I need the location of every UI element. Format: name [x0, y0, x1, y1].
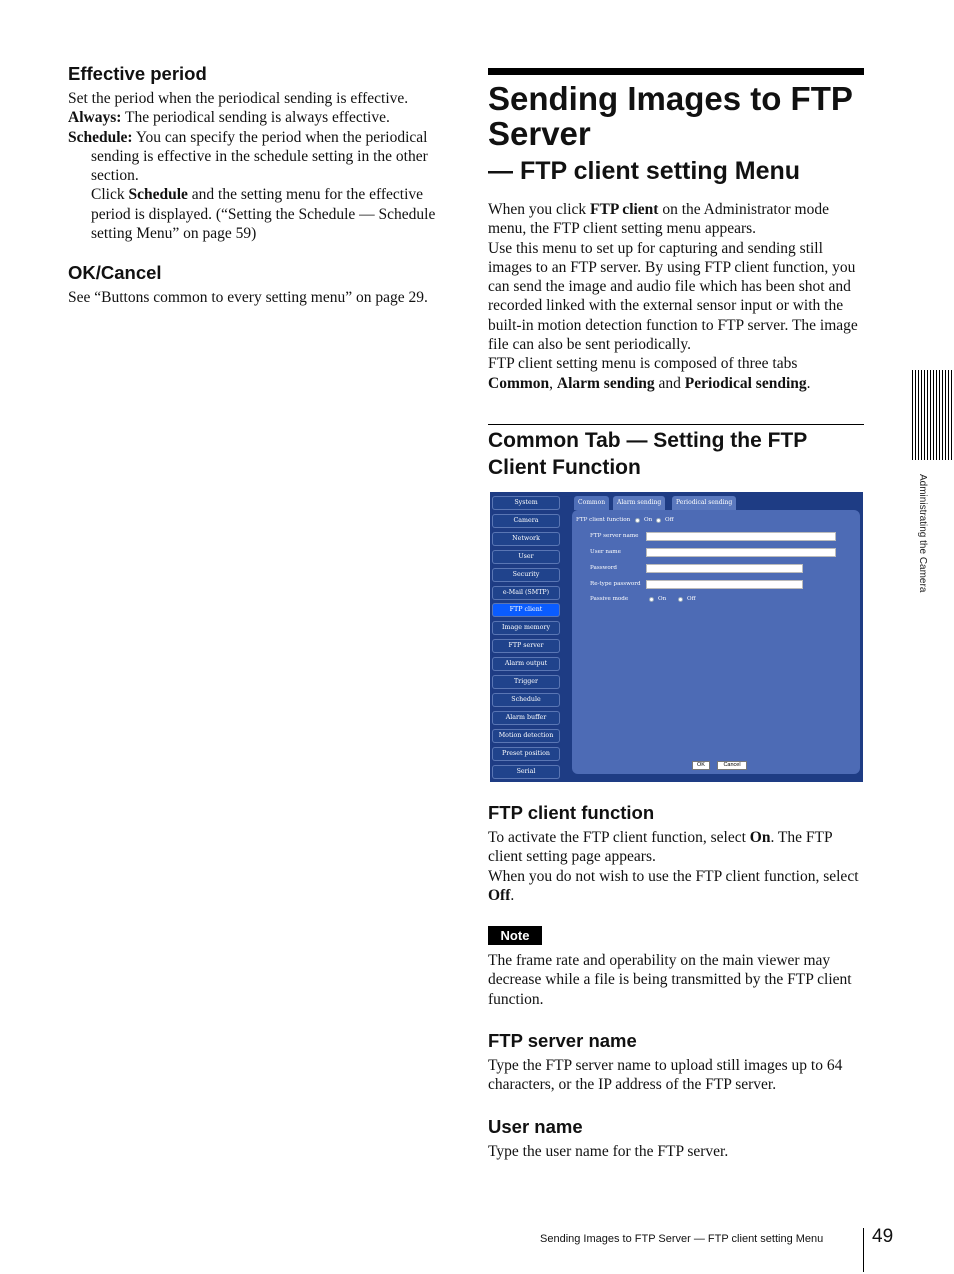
passive-off-label: Off: [687, 596, 696, 602]
radio-off-label: Off: [665, 517, 674, 523]
nav-item[interactable]: Trigger: [492, 675, 560, 689]
footer-rule: [863, 1228, 864, 1272]
password-input[interactable]: [646, 564, 803, 573]
ftp-server-name-heading: FTP server name: [488, 1030, 637, 1052]
field-label-password: Password: [590, 565, 617, 571]
ftp-client-function-p2: When you do not wish to use the FTP client function, select Off.: [488, 867, 859, 904]
intro-sentence-1: When you click FTP client on the Administrator mode menu, the FTP client setting menu appears.: [488, 201, 829, 238]
effective-period-heading: Effective period: [68, 63, 207, 84]
nav-item[interactable]: System: [492, 496, 560, 510]
effective-period-intro: Set the period when the periodical sending is effective.: [68, 90, 409, 107]
side-bar-line: [939, 370, 940, 460]
title-rule: [488, 68, 864, 75]
intro-sentence-3: FTP client setting menu is composed of three tabs Common, Alarm sending and Periodical sending.: [488, 355, 811, 392]
intro-text: [488, 200, 864, 393]
side-bar-line: [942, 370, 943, 460]
field-label-server: FTP server name: [590, 533, 639, 539]
side-bar-line: [927, 370, 928, 460]
ftp-client-function-text: [488, 828, 864, 905]
side-bar-line: [915, 370, 916, 460]
nav-item[interactable]: Image memory: [492, 621, 560, 635]
nav-item[interactable]: FTP server: [492, 639, 560, 653]
nav-item[interactable]: Alarm buffer: [492, 711, 560, 725]
nav-item[interactable]: Camera: [492, 514, 560, 528]
schedule-item: Schedule: You can specify the period when the periodical sending is effective in the schedule setting in the other section.: [68, 128, 428, 185]
side-bar-line: [945, 370, 946, 460]
nav-item[interactable]: e-Mail (SMTP): [492, 586, 560, 600]
radio-on[interactable]: [635, 518, 640, 523]
ok-cancel-text: See “Buttons common to every setting menu” on page 29.: [68, 289, 428, 307]
user-name-text: Type the user name for the FTP server.: [488, 1142, 729, 1160]
nav-item[interactable]: Schedule: [492, 693, 560, 707]
tab-item[interactable]: Periodical sending: [672, 496, 736, 510]
field-label-user: User name: [590, 549, 621, 555]
field-label-retype: Re-type password: [590, 581, 641, 587]
running-footer: Sending Images to FTP Server — FTP client setting Menu: [540, 1233, 824, 1245]
ftp-server-name-text: Type the FTP server name to upload still images up to 64 characters, or the IP address of the FTP server.: [488, 1057, 843, 1094]
schedule-click-text: Click Schedule and the setting menu for the effective period is displayed. (“Setting the Schedule — Schedule setting Menu” on page 59): [91, 186, 436, 243]
note-text: The frame rate and operability on the main viewer may decrease while a file is being transmitted by the FTP client function.: [488, 952, 852, 1008]
page-number: 49: [872, 1226, 894, 1247]
side-tab-bars: [912, 370, 954, 460]
left-column: [68, 62, 448, 308]
ok-cancel-heading: OK/Cancel: [68, 262, 162, 284]
radio-on-label: On: [644, 517, 653, 523]
user-name-input[interactable]: [646, 548, 836, 557]
passive-on-label: On: [658, 596, 667, 602]
section-heading: Common Tab — Setting the FTP Client Function: [488, 428, 807, 479]
passive-radio-on[interactable]: [649, 597, 654, 602]
side-section-label: Administrating the Camera: [917, 474, 928, 593]
effective-period-body: [68, 89, 448, 243]
ok-button[interactable]: OK: [692, 761, 710, 770]
side-bar-line: [936, 370, 937, 460]
intro-sentence-2: Use this menu to set up for capturing and sending still images to an FTP server. By using FTP client function, you can send the image and audio file which has been shot and recorded linked with the external sensor input or with the built-in motion detection function to FTP server. The image file can also be sent periodically.: [488, 239, 858, 354]
passive-radio-off[interactable]: [678, 597, 683, 602]
ftp-client-function-p1: To activate the FTP client function, select On. The FTP client setting page appears.: [488, 829, 833, 866]
ftp-server-name-input[interactable]: [646, 532, 836, 541]
page-title: Sending Images to FTP Server: [488, 80, 853, 152]
right-column: [488, 68, 864, 481]
nav-item[interactable]: Motion detection: [492, 729, 560, 743]
cancel-button[interactable]: Cancel: [717, 761, 747, 770]
nav-item[interactable]: Serial: [492, 765, 560, 779]
side-bar-line: [921, 370, 922, 460]
side-bar-line: [912, 370, 913, 460]
page-subtitle: — FTP client setting Menu: [488, 157, 801, 185]
tab-item[interactable]: Common: [574, 496, 609, 510]
nav-item[interactable]: Security: [492, 568, 560, 582]
side-bar-line: [933, 370, 934, 460]
ftp-client-function-label: FTP client function: [576, 517, 631, 523]
section-rule: [488, 424, 864, 425]
settings-screenshot: [490, 492, 863, 782]
lower-right-column: [488, 801, 864, 1161]
always-item: Always: The periodical sending is always effective.: [68, 109, 390, 127]
nav-item[interactable]: FTP client: [492, 603, 560, 617]
nav-item[interactable]: Network: [492, 532, 560, 546]
side-bar-line: [930, 370, 931, 460]
tab-item[interactable]: Alarm sending: [613, 496, 665, 510]
user-name-heading: User name: [488, 1115, 583, 1137]
note-label: Note: [488, 926, 542, 945]
ftp-client-function-heading: FTP client function: [488, 802, 655, 823]
passive-mode-label: Passive mode: [590, 596, 629, 602]
side-bar-line: [924, 370, 925, 460]
settings-panel: [572, 510, 860, 774]
side-bar-line: [948, 370, 949, 460]
nav-item[interactable]: User: [492, 550, 560, 564]
retype-password-input[interactable]: [646, 580, 803, 589]
side-bar-line: [951, 370, 952, 460]
nav-item[interactable]: Preset position: [492, 747, 560, 761]
radio-off[interactable]: [656, 518, 661, 523]
nav-item[interactable]: Alarm output: [492, 657, 560, 671]
side-bar-line: [918, 370, 919, 460]
